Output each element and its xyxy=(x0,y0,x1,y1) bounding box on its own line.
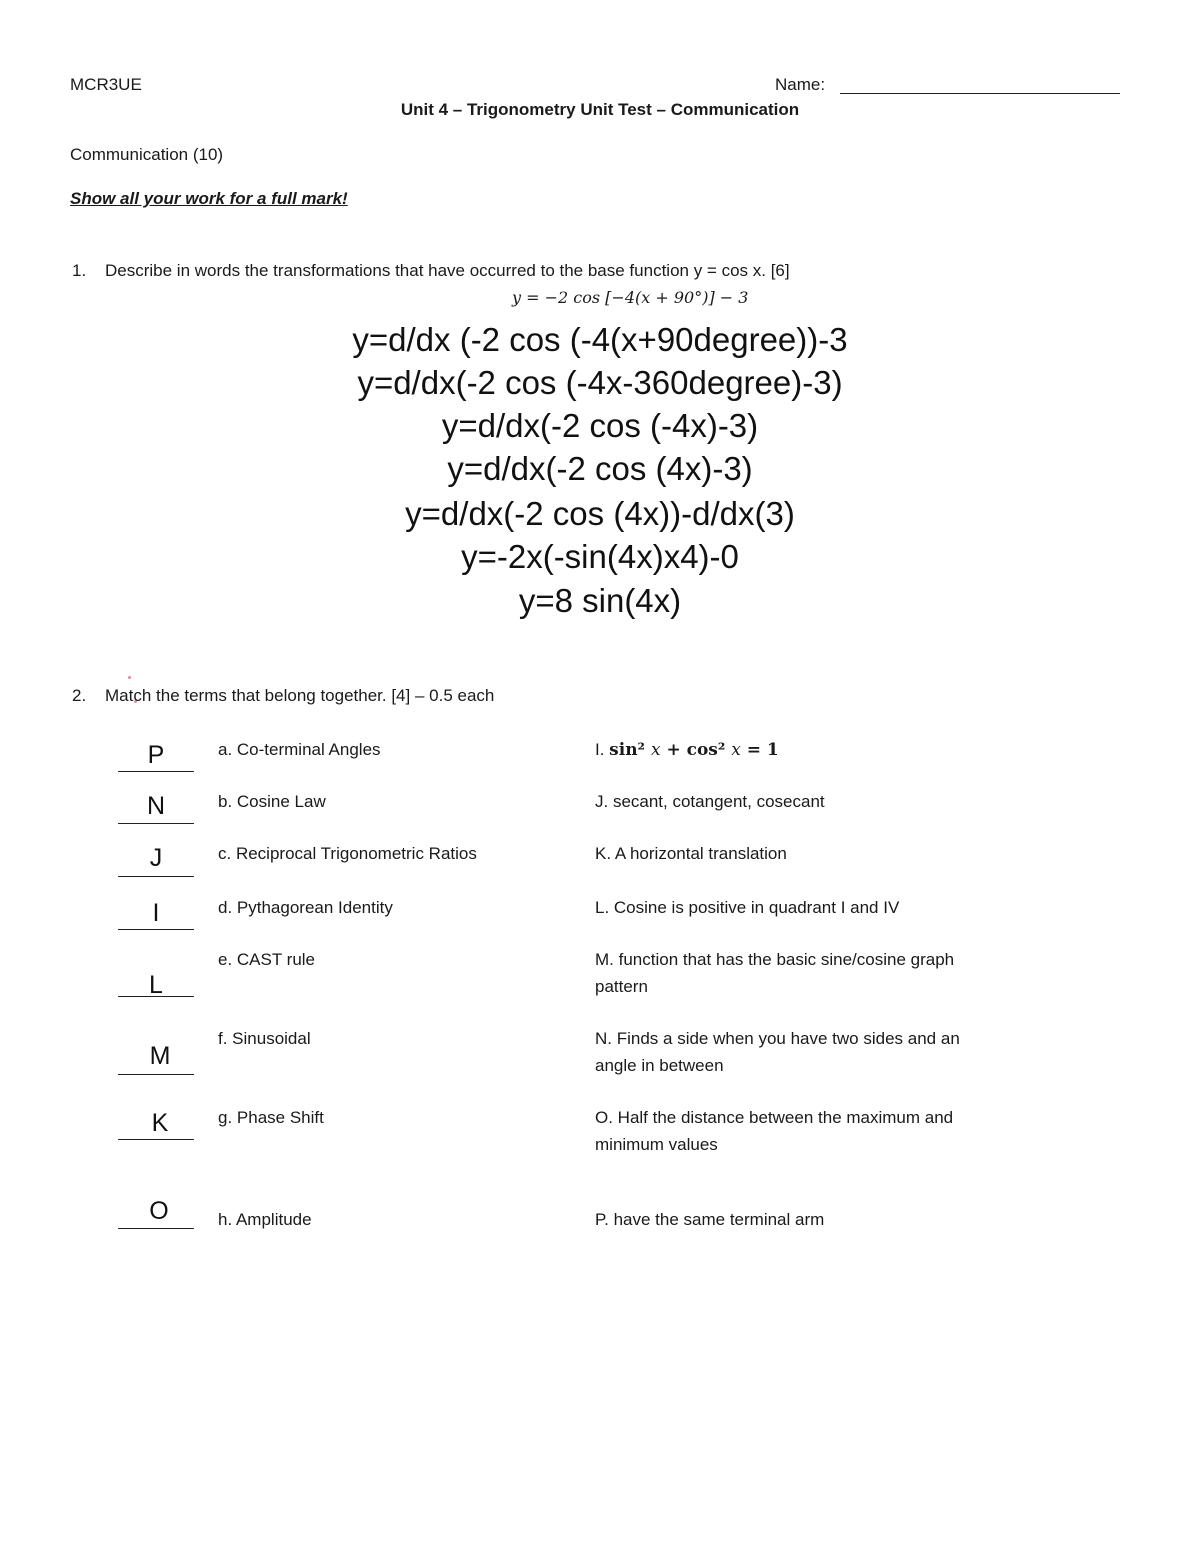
definition-l: L. Cosine is positive in quadrant I and IV xyxy=(595,898,900,917)
answer-blank xyxy=(118,1074,194,1075)
term-d: d. Pythagorean Identity xyxy=(218,898,393,917)
answer-a: P xyxy=(147,741,165,769)
test-title: Unit 4 – Trigonometry Unit Test – Communication xyxy=(400,100,800,119)
answer-blank xyxy=(118,771,194,772)
definition-k: K. A horizontal translation xyxy=(595,844,787,863)
definition-n: N. Finds a side when you have two sides and an angle in between xyxy=(595,1029,960,1075)
answer-blank xyxy=(118,876,194,877)
answer-blank xyxy=(118,929,194,930)
course-code: MCR3UE xyxy=(70,75,142,94)
q1-equation: y = −2 cos [−4(x + 90°)] − 3 xyxy=(512,288,749,307)
work-line-6: y=-2x(-sin(4x)x4)-0 xyxy=(461,538,739,575)
work-line-3: y=d/dx(-2 cos (-4x)-3) xyxy=(441,407,759,444)
work-line-1: y=d/dx (-2 cos (-4(x+90degree))-3 xyxy=(352,321,848,358)
q1-prompt: Describe in words the transformations that have occurred to the base function y = cos x. [6] xyxy=(105,261,790,280)
term-c: c. Reciprocal Trigonometric Ratios xyxy=(218,844,477,863)
answer-e: L xyxy=(149,971,163,999)
answer-g: K xyxy=(151,1109,169,1137)
answer-blank xyxy=(118,1139,194,1140)
answer-c: J xyxy=(149,844,163,872)
spellcheck-mark xyxy=(128,676,131,679)
q2-prompt: Match the terms that belong together. [4] – 0.5 each xyxy=(105,686,495,705)
term-f: f. Sinusoidal xyxy=(218,1029,311,1048)
definition-o: O. Half the distance between the maximum and minimum values xyxy=(595,1108,954,1154)
definition-j: J. secant, cotangent, cosecant xyxy=(595,792,825,811)
definition-i: I. sin² x + cos² x = 1 xyxy=(595,740,779,760)
answer-blank xyxy=(118,1228,194,1229)
section-heading: Communication (10) xyxy=(70,145,224,164)
term-b: b. Cosine Law xyxy=(218,792,326,811)
answer-blank xyxy=(118,823,194,824)
answer-d: I xyxy=(152,899,160,927)
instruction: Show all your work for a full mark! xyxy=(70,189,348,208)
q2-number: 2. xyxy=(72,686,87,705)
term-g: g. Phase Shift xyxy=(218,1108,324,1127)
answer-h: O xyxy=(149,1197,169,1225)
work-line-7: y=8 sin(4x) xyxy=(518,582,682,619)
term-e: e. CAST rule xyxy=(218,950,316,969)
answer-f: M xyxy=(149,1042,171,1070)
work-line-2: y=d/dx(-2 cos (-4x-360degree)-3) xyxy=(357,364,843,401)
q1-number: 1. xyxy=(72,261,87,280)
name-field-line xyxy=(840,93,1120,94)
definition-p: P. have the same terminal arm xyxy=(595,1210,825,1229)
work-line-5: y=d/dx(-2 cos (4x))-d/dx(3) xyxy=(405,495,795,532)
term-h: h. Amplitude xyxy=(218,1210,312,1229)
answer-blank xyxy=(118,996,194,997)
name-label: Name: xyxy=(775,75,826,94)
answer-b: N xyxy=(146,792,166,820)
work-line-4: y=d/dx(-2 cos (4x)-3) xyxy=(447,450,753,487)
definition-m: M. function that has the basic sine/cosine graph pattern xyxy=(595,950,955,996)
term-a: a. Co-terminal Angles xyxy=(218,740,381,759)
